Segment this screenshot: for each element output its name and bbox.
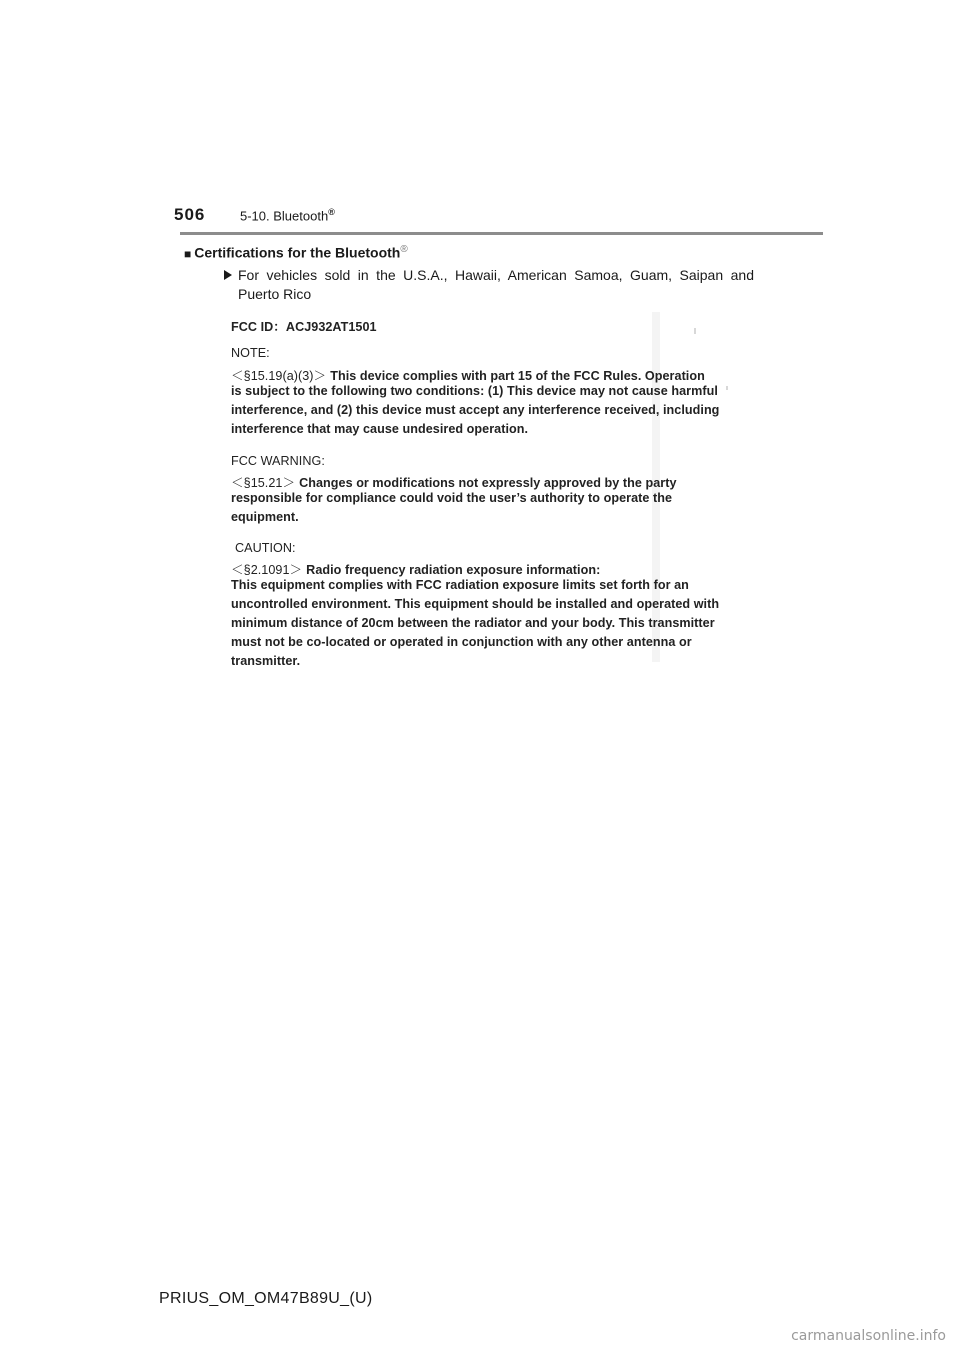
- rule-reference: ＜§15.21＞: [231, 476, 296, 490]
- caution-line: ＜§2.1091＞ Radio frequency radiation exposure information:: [231, 563, 601, 577]
- warning-line: equipment.: [231, 510, 299, 524]
- section-title-text: 5-10. Bluetooth: [240, 208, 329, 224]
- page-number: 506: [174, 205, 206, 224]
- page-header: [0, 0, 960, 240]
- subheading: [184, 244, 408, 261]
- caution-heading: CAUTION:: [235, 541, 296, 555]
- caution-line: transmitter.: [231, 654, 301, 668]
- rule-reference: ＜§2.1091＞: [231, 563, 303, 577]
- warning-heading: FCC WARNING:: [231, 454, 325, 468]
- subheading-text: Certifications for the Bluetooth: [194, 244, 401, 261]
- caution-line: must not be co-located or operated in conjunction with any other antenna or: [231, 635, 692, 649]
- scan-artifact: [694, 328, 696, 334]
- warning-line: responsible for compliance could void the user’s authority to operate the: [231, 491, 673, 505]
- caution-line: uncontrolled environment. This equipment should be installed and operated with: [231, 597, 720, 611]
- section-title: [240, 207, 335, 223]
- note-line: interference, and (2) this device must accept any interference received, including: [231, 403, 720, 417]
- note-line: interference that may cause undesired operation.: [231, 422, 529, 436]
- fcc-id: FCC ID：ACJ932AT1501: [231, 320, 377, 334]
- registered-mark: ®: [400, 244, 408, 255]
- warning-line: ＜§15.21＞ Changes or modifications not expressly approved by the party: [231, 476, 677, 490]
- caution-line: This equipment complies with FCC radiation exposure limits set forth for an: [231, 578, 689, 592]
- watermark: carmanualsonline.info: [791, 1328, 946, 1344]
- bullet-item: [224, 266, 754, 304]
- caution-line: minimum distance of 20cm between the radiator and your body. This transmitter: [231, 616, 715, 630]
- registered-mark: ®: [328, 207, 335, 217]
- document-code: PRIUS_OM_OM47B89U_(U): [159, 1290, 373, 1307]
- note-line: is subject to the following two conditions: (1) This device may not cause harmful: [231, 384, 718, 398]
- scan-artifact: [726, 386, 728, 390]
- rule-reference: ＜§15.19(a)(3)＞: [231, 369, 327, 383]
- header-rule: [180, 232, 823, 235]
- bullet-text: For vehicles sold in the U.S.A., Hawaii, American Samoa, Guam, Saipan and Puerto Rico: [238, 267, 754, 302]
- fcc-certification-label: [216, 306, 738, 668]
- note-heading: NOTE:: [231, 346, 270, 360]
- triangle-bullet-icon: [224, 270, 232, 280]
- square-bullet-icon: ■: [184, 246, 192, 261]
- note-line: ＜§15.19(a)(3)＞ This device complies with part 15 of the FCC Rules. Operation: [231, 369, 705, 383]
